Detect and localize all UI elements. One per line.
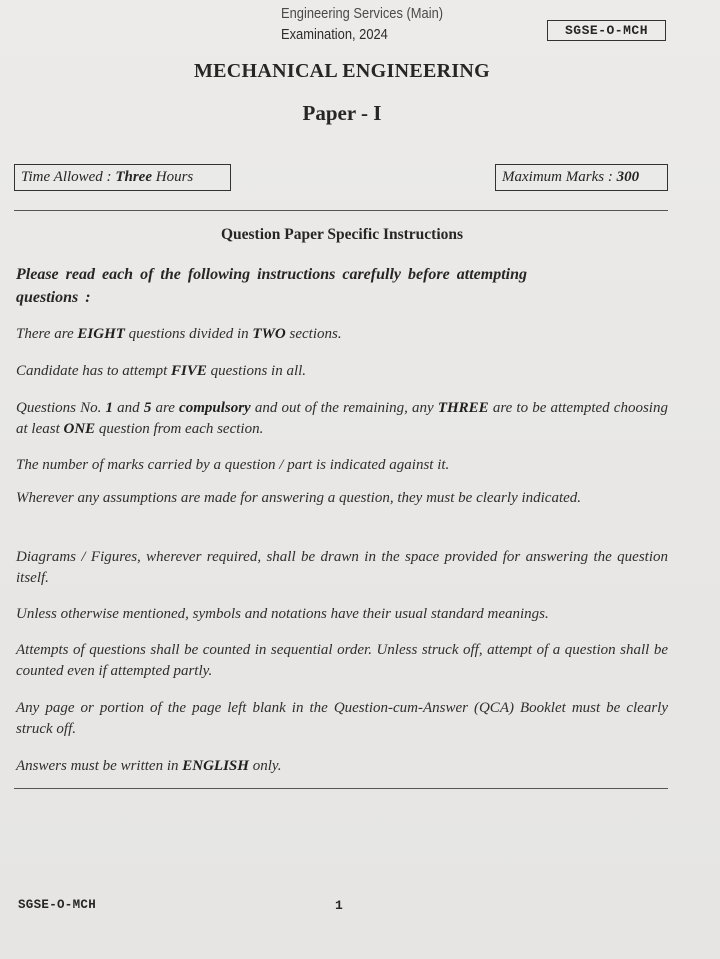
instruction-item: The number of marks carried by a question / part is indicated against it. — [16, 457, 450, 473]
lead-instruction-line2: questions : — [16, 289, 91, 306]
maximum-marks-value: 300 — [616, 169, 640, 185]
paper-title: Paper - I — [302, 101, 382, 125]
footer-paper-code: SGSE-O-MCH — [18, 898, 97, 912]
exam-name-line1: Engineering Services (Main) — [281, 5, 444, 22]
instruction-item: There are EIGHT questions divided in TWO sections. — [16, 326, 342, 342]
exam-name-line2: Examination, 2024 — [281, 26, 388, 43]
instruction-item: Diagrams / Figures, wherever required, shall be drawn in the space provided for answering the question itself. — [16, 549, 668, 586]
time-allowed-suffix: Hours — [155, 169, 194, 185]
instruction-item: Wherever any assumptions are made for answering a question, they must be clearly indicated. — [16, 490, 582, 506]
instruction-item: Attempts of questions shall be counted in sequential order. Unless struck off, attempt of a question shall be counted even if attempted partly. — [16, 642, 668, 679]
lead-instruction — [16, 263, 668, 309]
paper-code-box: SGSE-O-MCH — [547, 20, 666, 41]
bottom-divider — [14, 788, 668, 789]
page-number: 1 — [335, 898, 343, 913]
time-allowed-label: Time Allowed : — [21, 169, 112, 185]
subject-title: MECHANICAL ENGINEERING — [193, 60, 491, 82]
time-allowed-box — [14, 164, 231, 191]
instruction-item: Any page or portion of the page left blank in the Question-cum-Answer (QCA) Booklet must be clearly struck off. — [16, 700, 668, 737]
top-divider — [14, 210, 668, 211]
lead-instruction-line1: Please read each of the following instructions carefully before attempting — [16, 266, 527, 283]
instruction-item: Unless otherwise mentioned, symbols and notations have their usual standard meanings. — [16, 606, 549, 622]
instructions-heading: Question Paper Specific Instructions — [220, 226, 464, 243]
instruction-item: Questions No. 1 and 5 are compulsory and out of the remaining, any THREE are to be attempted choosing at least ONE question from each section. — [16, 400, 668, 437]
maximum-marks-box — [495, 164, 668, 191]
maximum-marks-label: Maximum Marks : — [502, 169, 613, 185]
time-allowed-value: Three — [115, 169, 152, 185]
exam-name — [281, 3, 470, 45]
instruction-item: Answers must be written in ENGLISH only. — [16, 758, 282, 774]
instruction-item: Candidate has to attempt FIVE questions in all. — [16, 363, 307, 379]
